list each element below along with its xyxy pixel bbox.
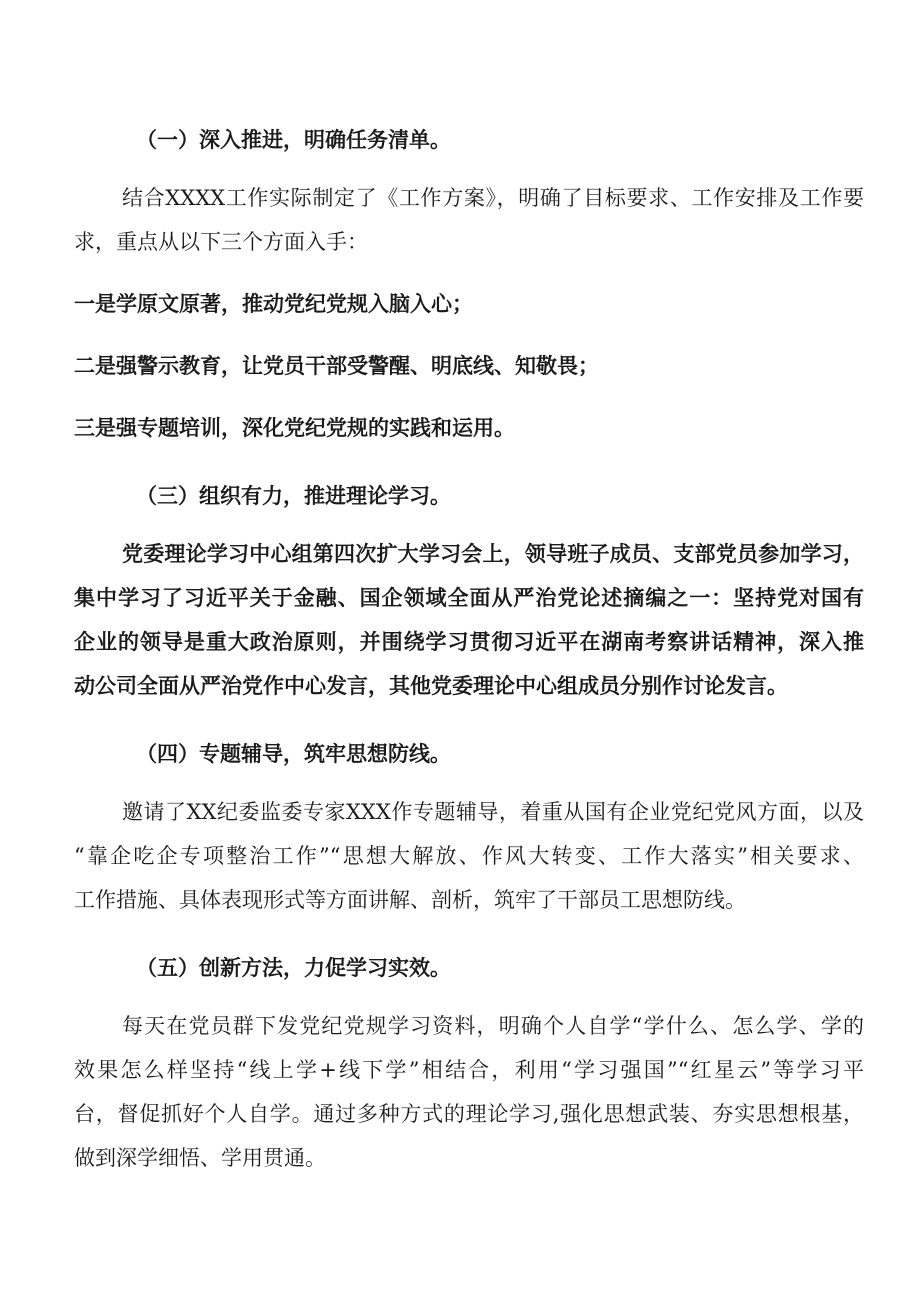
list-item: 二是强警示教育，让党员干部受警醒、明底线、知敬畏； [74,353,599,378]
paragraph-line: 结合XXXX工作实际制定了《工作方案》，明确了目标要求、工作安排及工作要 [122,186,864,210]
section-heading-3: （三）组织有力，推进理论学习。 [136,483,451,508]
paragraph-4 [74,790,864,922]
paragraph-line: 台，督促抓好个人自学。通过多种方式的理论学习,强化思想武装、夯实思想根基， [74,1102,864,1126]
paragraph-line: 动公司全面从严治党作中心发言，其他党委理论中心组成员分别作讨论发言。 [74,673,788,698]
paragraph-line: 邀请了XX纪委监委专家XXX作专题辅导，着重从国有企业党纪党风方面，以及 [122,800,864,824]
paragraph-line: 求，重点从以下三个方面入手： [74,230,368,254]
list-item: 一是学原文原著，推动党纪党规入脑入心； [74,291,473,316]
list-item: 三是强专题培训，深化党纪党规的实践和运用。 [74,415,515,440]
section-heading-1: （一）深入推进，明确任务清单。 [136,127,451,152]
paragraph-line: 党委理论学习中心组第四次扩大学习会上，领导班子成员、支部党员参加学习， [122,541,864,566]
paragraph-line: 集中学习了习近平关于金融、国企领域全面从严治党论述摘编之一：坚持党对国有 [74,585,864,610]
paragraph-1 [74,176,864,264]
paragraph-line: 工作措施、具体表现形式等方面讲解、剖析，筑牢了干部员工思想防线。 [74,888,746,912]
section-heading-5: （五）创新方法，力促学习实效。 [136,955,451,980]
document-page [74,118,864,1180]
paragraph-5 [74,1004,864,1180]
focus-list [74,282,864,450]
paragraph-line: 企业的领导是重大政治原则，并围绕学习贯彻习近平在湖南考察讲话精神，深入推 [74,629,864,654]
paragraph-3 [74,532,864,708]
paragraph-line: 效果怎么样坚持“线上学+线下学”相结合，利用“学习强国”“红星云”等学习平 [74,1058,864,1082]
section-heading-4: （四）专题辅导，筑牢思想防线。 [136,741,451,766]
paragraph-line: 做到深学细悟、学用贯通。 [74,1146,326,1170]
paragraph-line: “靠企吃企专项整治工作”“思想大解放、作风大转变、工作大落实”相关要求、 [74,844,864,868]
paragraph-line: 每天在党员群下发党纪党规学习资料，明确个人自学“学什么、怎么学、学的 [122,1014,864,1038]
